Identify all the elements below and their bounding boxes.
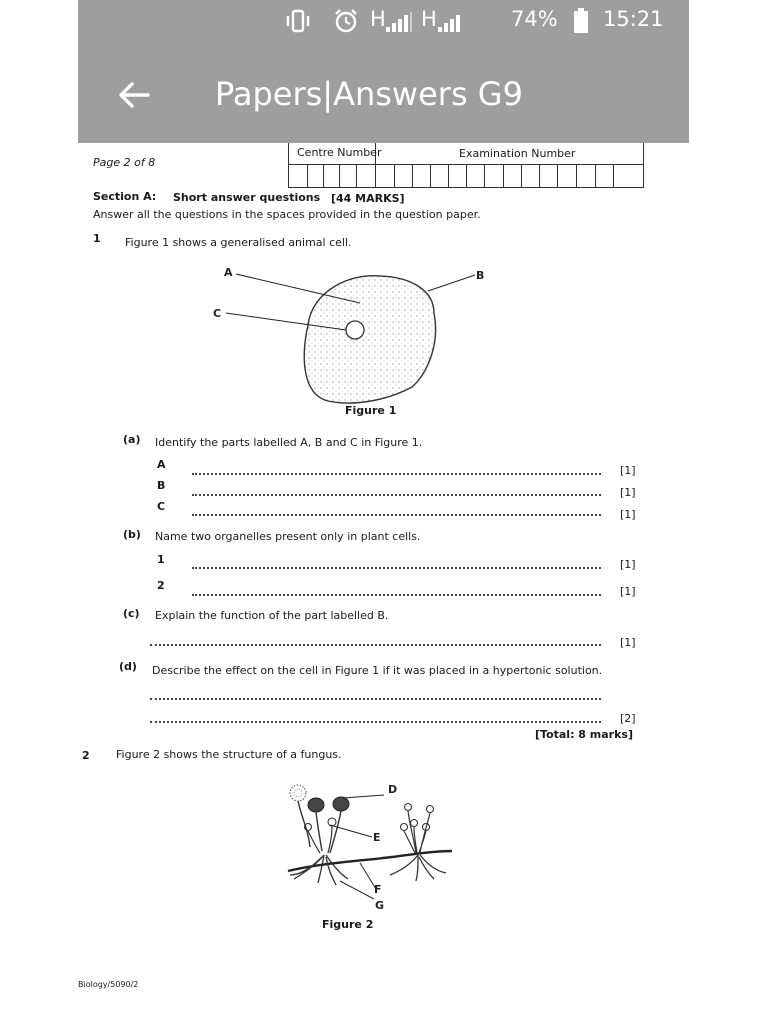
- candidate-number-grid: [288, 143, 644, 188]
- answer-label-1: 1: [157, 553, 165, 566]
- exam-paper-page: [0, 143, 768, 1024]
- clock: 15:21: [603, 7, 664, 31]
- centre-number-label: Centre Number: [297, 146, 382, 159]
- figure-2-caption: Figure 2: [322, 918, 374, 931]
- label-c: C: [213, 307, 222, 320]
- instruction-text: Answer all the questions in the spaces provided in the question paper.: [93, 208, 481, 221]
- mark-a: [1]: [620, 464, 636, 477]
- mark-part-c: [1]: [620, 636, 636, 649]
- sporangium-1: [308, 798, 324, 812]
- label-d: D: [388, 783, 398, 796]
- battery-percent: 74%: [511, 7, 558, 31]
- label-b: B: [476, 269, 485, 282]
- exam-number-label: Examination Number: [459, 147, 576, 160]
- section-title: Section A:: [93, 190, 157, 203]
- answer-line-b[interactable]: [192, 494, 601, 496]
- answer-label-a: A: [157, 458, 166, 471]
- mark-part-d: [2]: [620, 712, 636, 725]
- label-a: A: [224, 266, 233, 279]
- back-arrow-icon[interactable]: [114, 75, 154, 115]
- nucleus: [346, 321, 364, 339]
- app-bar: [78, 55, 689, 135]
- question-1-text: Figure 1 shows a generalised animal cell.: [125, 236, 352, 249]
- part-d-label: (d): [119, 660, 137, 673]
- vibrate-icon: [285, 9, 311, 33]
- part-b-text: Name two organelles present only in plant cells.: [155, 530, 421, 543]
- answer-line-1[interactable]: [192, 567, 601, 569]
- part-c-label: (c): [123, 607, 140, 620]
- part-d-text: Describe the effect on the cell in Figure 1 if it was placed in a hypertonic solution.: [152, 664, 603, 677]
- question-2-text: Figure 2 shows the structure of a fungus.: [116, 748, 342, 761]
- part-c-text: Explain the function of the part labelled B.: [155, 609, 389, 622]
- question-1-total: [Total: 8 marks]: [535, 728, 633, 741]
- figure-1-caption: Figure 1: [345, 404, 397, 417]
- app-title: Papers|Answers G9: [215, 75, 523, 113]
- signal-icon-2: [437, 12, 463, 34]
- label-f: F: [374, 883, 382, 896]
- answer-line-part-d-1[interactable]: [150, 698, 601, 700]
- mark-1: [1]: [620, 558, 636, 571]
- part-a-label: (a): [123, 433, 141, 446]
- answer-line-2[interactable]: [192, 594, 601, 596]
- label-g: G: [375, 899, 385, 912]
- question-1-number: 1: [93, 232, 101, 245]
- label-e: E: [373, 831, 381, 844]
- fungus-figure: [280, 769, 460, 915]
- answer-line-part-d-2[interactable]: [150, 721, 601, 723]
- question-2-number: 2: [82, 749, 90, 762]
- alarm-icon: [333, 8, 359, 34]
- signal-icon-1: [385, 12, 413, 34]
- paper-footer: Biology/5090/2: [78, 980, 139, 989]
- page-number: Page 2 of 8: [93, 156, 156, 169]
- section-marks: [44 MARKS]: [331, 192, 405, 205]
- network-type-1: H: [370, 7, 386, 31]
- battery-icon: [573, 8, 589, 34]
- part-b-label: (b): [123, 528, 141, 541]
- mark-b: [1]: [620, 486, 636, 499]
- status-bar: [78, 0, 689, 44]
- network-type-2: H: [421, 7, 437, 31]
- answer-label-b: B: [157, 479, 166, 492]
- answer-line-part-c[interactable]: [150, 644, 601, 646]
- answer-line-c[interactable]: [192, 514, 601, 516]
- mark-c: [1]: [620, 508, 636, 521]
- answer-line-a[interactable]: [192, 473, 601, 475]
- answer-label-c: C: [157, 500, 166, 513]
- section-subtitle: Short answer questions: [173, 191, 321, 204]
- part-a-text: Identify the parts labelled A, B and C in Figure 1.: [155, 436, 423, 449]
- top-bar: [78, 0, 689, 143]
- sporangium-2: [333, 797, 349, 811]
- answer-label-2: 2: [157, 579, 165, 592]
- mark-2: [1]: [620, 585, 636, 598]
- animal-cell-figure: [200, 261, 500, 421]
